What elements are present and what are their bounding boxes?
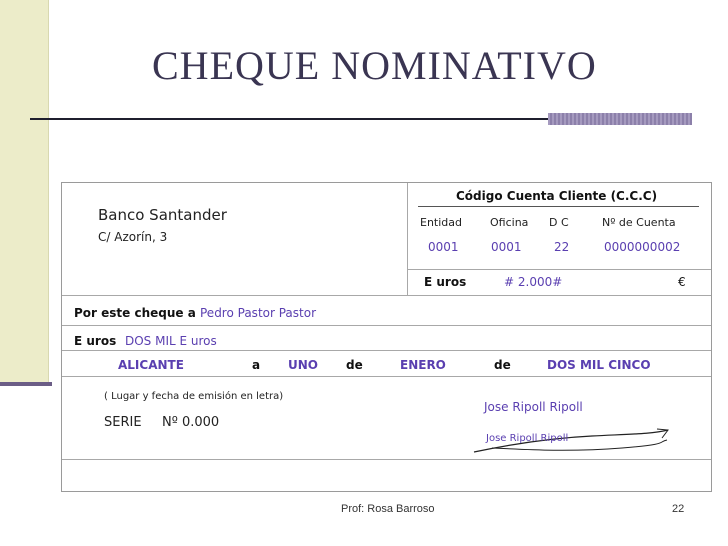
ccc-box [407, 183, 711, 295]
place-date-note: ( Lugar y fecha de emisión en letra) [104, 391, 284, 402]
euros-amount: # 2.000# [504, 275, 563, 289]
signature-scribble: Jose Ripoll Ripoll [486, 433, 569, 444]
page-number: 22 [672, 503, 685, 515]
amount-text-value: DOS MIL E uros [125, 334, 217, 348]
serie-label: SERIE [104, 415, 142, 430]
ccc-header-entidad: Entidad [420, 216, 462, 229]
word-de-1: de [346, 358, 363, 372]
ccc-title: Código Cuenta Cliente (C.C.C) [456, 189, 658, 203]
cheque-bottom-rule [62, 459, 711, 460]
bank-address: C/ Azorín, 3 [98, 230, 168, 244]
word-de-2: de [494, 358, 511, 372]
euro-symbol: € [678, 275, 686, 289]
issue-place: ALICANTE [118, 358, 184, 372]
payee-label: Por este cheque a [74, 306, 196, 320]
serie-number: Nº 0.000 [162, 415, 220, 430]
word-a: a [252, 358, 261, 372]
ccc-header-cuenta: Nº de Cuenta [602, 216, 676, 229]
ccc-value-cuenta: 0000000002 [604, 240, 681, 254]
cheque [61, 182, 712, 492]
ccc-value-dc: 22 [554, 240, 570, 254]
amount-text-top-rule [62, 325, 711, 326]
issue-month: ENERO [400, 358, 446, 372]
ccc-value-oficina: 0001 [491, 240, 522, 254]
footer-author: Prof: Rosa Barroso [341, 503, 435, 515]
side-bar-edge [0, 382, 52, 386]
amount-text-label: E uros [74, 334, 117, 348]
issue-day: UNO [288, 358, 318, 372]
payee-value: Pedro Pastor Pastor [200, 306, 317, 320]
date-bottom-rule [62, 376, 711, 377]
ccc-header-oficina: Oficina [490, 216, 529, 229]
payee-top-rule [62, 295, 711, 296]
bank-name: Banco Santander [98, 206, 227, 224]
euros-label: E uros [424, 275, 467, 289]
side-bar [0, 0, 48, 386]
title-accent [548, 113, 692, 125]
side-bar-divider [48, 0, 49, 386]
ccc-header-dc: D C [549, 216, 569, 229]
ccc-separator [418, 206, 699, 207]
issue-year: DOS MIL CINCO [547, 358, 651, 372]
slide-title: CHEQUE NOMINATIVO [152, 43, 597, 88]
date-top-rule [62, 350, 711, 351]
signatory-name: Jose Ripoll Ripoll [484, 400, 583, 414]
ccc-value-entidad: 0001 [428, 240, 459, 254]
euros-amount-row [408, 269, 711, 295]
